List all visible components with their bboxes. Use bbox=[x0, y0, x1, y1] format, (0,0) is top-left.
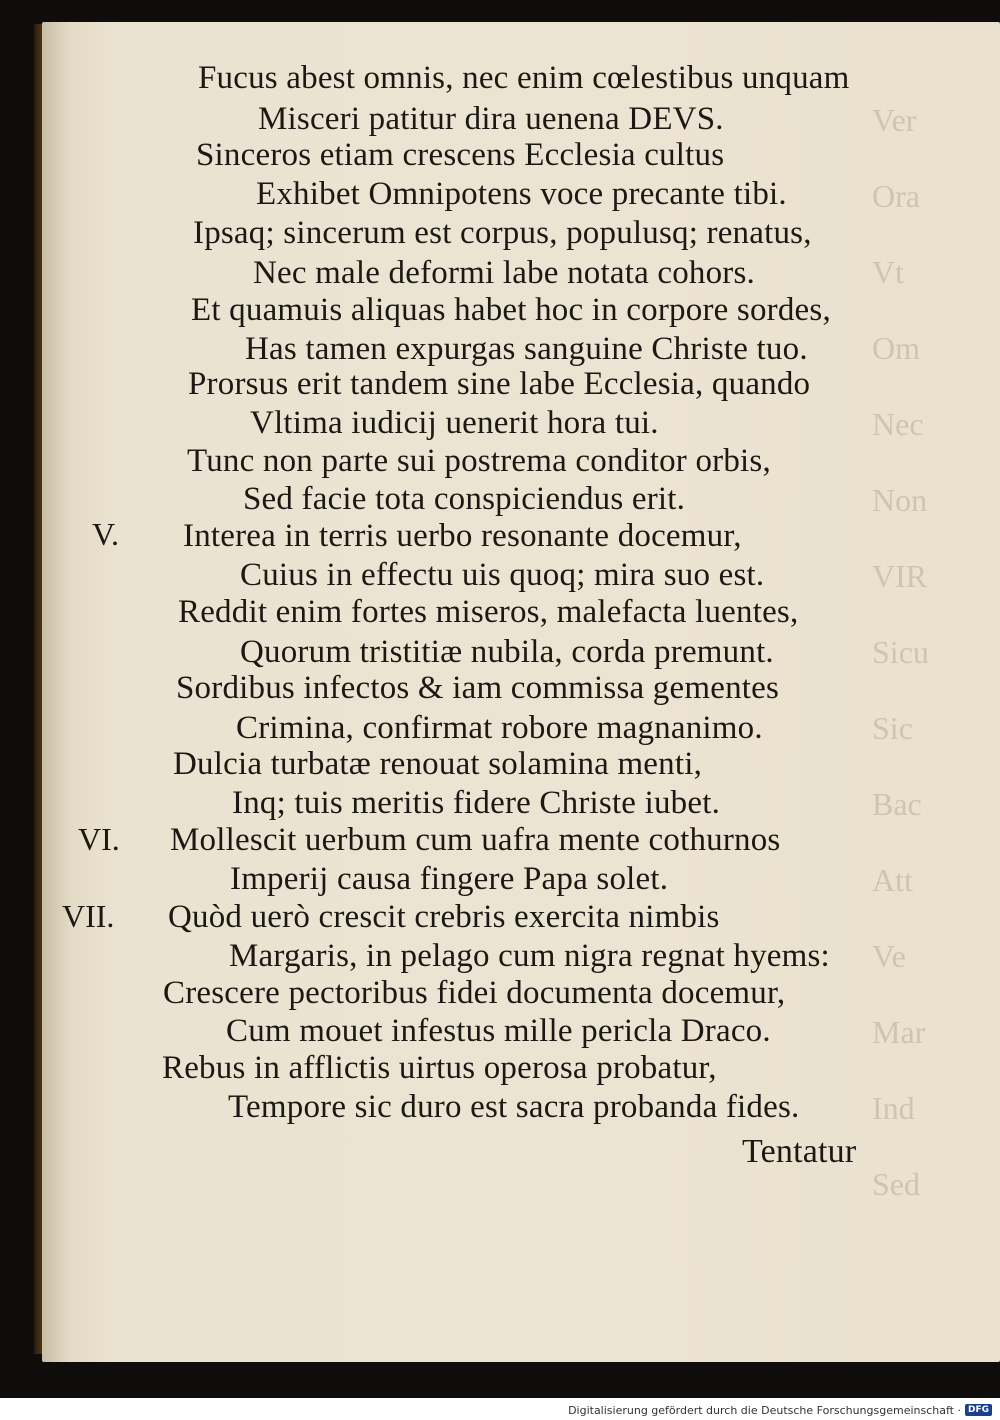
section-number-v: V. bbox=[92, 516, 119, 552]
verse-line: Margaris, in pelago cum nigra regnat hyems: bbox=[229, 938, 830, 974]
verse-line: Mollescit uerbum cum uafra mente cothurnos bbox=[170, 822, 781, 858]
verse-line: Vltima iudicij uenerit hora tui. bbox=[250, 405, 659, 441]
verse-line: Cum mouet infestus mille pericla Draco. bbox=[226, 1013, 771, 1049]
bleed-word: Ve bbox=[872, 938, 906, 974]
verse-line: Crescere pectoribus fidei documenta docemur, bbox=[163, 975, 786, 1011]
verse-line: Sinceros etiam crescens Ecclesia cultus bbox=[196, 137, 725, 173]
verse-line: Quòd uerò crescit crebris exercita nimbis bbox=[168, 899, 720, 935]
verse-line: Interea in terris uerbo resonante docemur, bbox=[183, 518, 742, 554]
section-number-vii: VII. bbox=[62, 898, 115, 934]
verse-line: Sed facie tota conspiciendus erit. bbox=[243, 481, 686, 517]
verse-line: Nec male deformi labe notata cohors. bbox=[253, 255, 755, 291]
verse-line: Quorum tristitiæ nubila, corda premunt. bbox=[240, 634, 774, 670]
bleed-word: Mar bbox=[872, 1014, 926, 1050]
bleed-word: Non bbox=[872, 482, 928, 518]
verse-line: Ipsaq; sincerum est corpus, populusq; renatus, bbox=[193, 215, 812, 251]
bleed-word: Sic bbox=[872, 710, 913, 746]
dfg-logo: DFG bbox=[965, 1404, 992, 1416]
verse-line: Tempore sic duro est sacra probanda fides. bbox=[228, 1089, 800, 1125]
verse-line: Inq; tuis meritis fidere Christe iubet. bbox=[232, 785, 721, 821]
bleed-word: VIR bbox=[872, 558, 928, 594]
verse-line: Reddit enim fortes miseros, malefacta luentes, bbox=[178, 594, 799, 630]
bleed-word: Sicu bbox=[872, 634, 929, 670]
bleed-word: Nec bbox=[872, 406, 924, 442]
verse-line: Et quamuis aliquas habet hoc in corpore sordes, bbox=[191, 292, 831, 328]
verse-line: Sordibus infectos & iam commissa gementes bbox=[176, 670, 780, 706]
bleed-through-text bbox=[872, 82, 1000, 1202]
section-number-vi: VI. bbox=[78, 821, 120, 857]
verse-line: Cuius in effectu uis quoq; mira suo est. bbox=[240, 557, 765, 593]
bleed-word: Sed bbox=[872, 1166, 920, 1202]
verse-line: Tunc non parte sui postrema conditor orbis, bbox=[187, 443, 771, 479]
digitization-footer bbox=[568, 1401, 992, 1419]
verse-line: Misceri patitur dira uenena DEVS. bbox=[258, 101, 724, 137]
bleed-word: Ora bbox=[872, 178, 920, 214]
verse-line: Fucus abest omnis, nec enim cœlestibus unquam bbox=[198, 60, 850, 96]
verse-line: Dulcia turbatæ renouat solamina menti, bbox=[173, 746, 703, 782]
verse-line: Imperij causa fingere Papa solet. bbox=[230, 861, 669, 897]
verse-line: Has tamen expurgas sanguine Christe tuo. bbox=[245, 331, 808, 367]
bleed-word: Ver bbox=[872, 102, 917, 138]
bleed-word: Om bbox=[872, 330, 920, 366]
bleed-word: Att bbox=[872, 862, 913, 898]
verse-line: Exhibet Omnipotens voce precante tibi. bbox=[256, 176, 787, 212]
verse-line: Crimina, confirmat robore magnanimo. bbox=[236, 710, 763, 746]
bleed-word: Bac bbox=[872, 786, 922, 822]
verse-line: Rebus in afflictis uirtus operosa probatur, bbox=[162, 1050, 717, 1086]
footer-text: Digitalisierung gefördert durch die Deutsche Forschungsgemeinschaft · bbox=[568, 1403, 961, 1417]
catchword: Tentatur bbox=[742, 1133, 857, 1170]
bleed-word: Ind bbox=[872, 1090, 915, 1126]
verse-line: Prorsus erit tandem sine labe Ecclesia, quando bbox=[188, 366, 811, 402]
bleed-word: Vt bbox=[872, 254, 904, 290]
